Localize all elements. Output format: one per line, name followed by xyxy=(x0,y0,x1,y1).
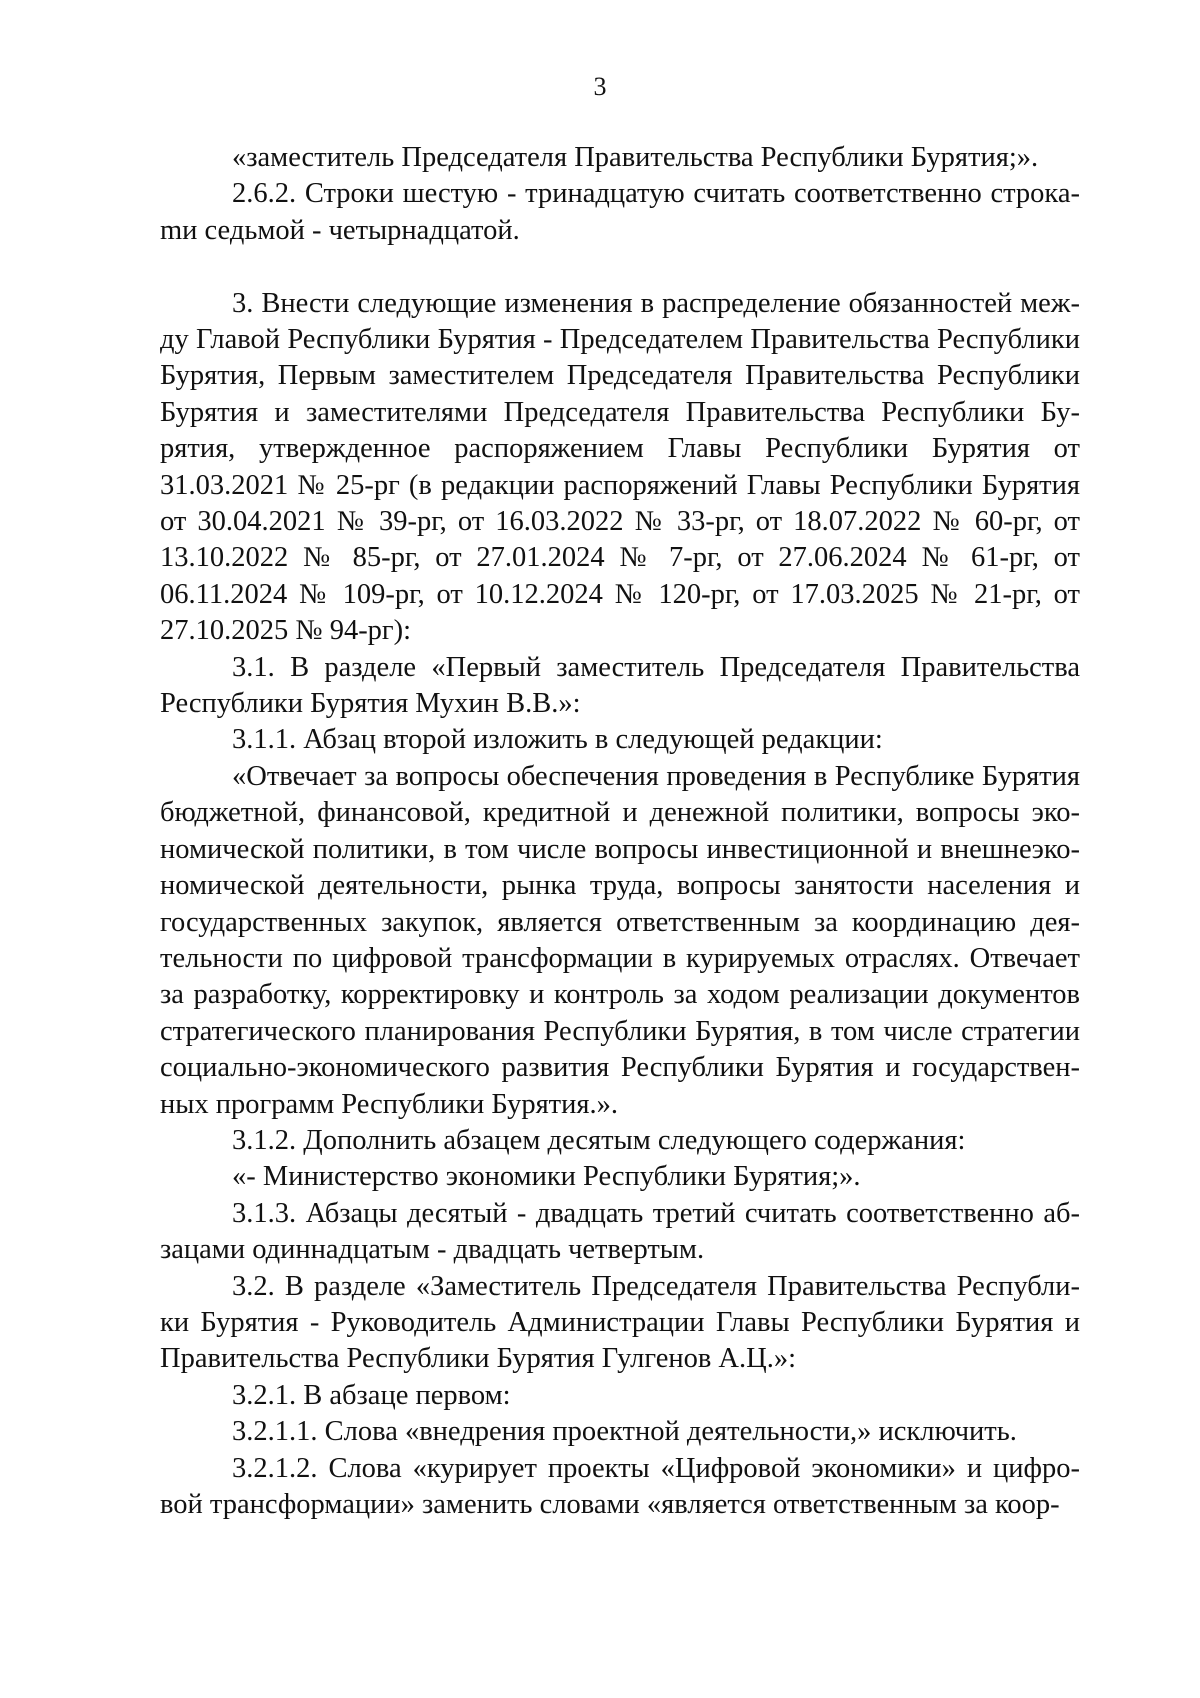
paragraph-3: 3. Внести следующие изменения в распределение обязанностей между Главой Республики Бурятия - Председателем Правительства Республики Бурятия, Первым заместителем Председателя Правительства Республики Бурятия и заместителями Председателя Правительства Республики Бурятия, утвержденное распоряжением Главы Республики Бурятия от 31.03.2021 № 25-рг (в редакции распоряжений Главы Республики Бурятия от 30.04.2021 № 39-рг, от 16.03.2022 № 33-рг, от 18.07.2022 № 60-рг, от 13.10.2022 № 85-рг, от 27.01.2024 № 7-рг, от 27.06.2024 № 61-рг, от 06.11.2024 № 109-рг, от 10.12.2024 № 120-рг, от 17.03.2025 № 21-рг, от 27.10.2025 № 94-рг): xyxy=(160,287,1080,647)
paragraph-quote-deputy-chairman: «заместитель Председателя Правительства Республики Бурятия;». xyxy=(232,142,1039,173)
paragraph-quote-responsibilities: «Отвечает за вопросы обеспечения проведения в Республике Бурятия бюджетной, финансовой, кредитной и денежной политики, вопросы экономической политики, в том числе вопросы инвестиционной и внешнеэкономической деятельности, рынка труда, вопросы занятости населения и государственных закупок, является ответственным за координацию деятельности по цифровой трансформации в курируемых отраслях. Отвечает за разработку, корректировку и контроль за ходом реализации документов стратегического планирования Республики Бурятия, в том числе стратегии социально-экономического развития Республики Бурятия и государственных программ Республики Бурятия.». xyxy=(160,760,1080,1120)
document-body xyxy=(160,140,1080,1523)
paragraph-3-1-1: 3.1.1. Абзац второй изложить в следующей редакции: xyxy=(232,724,883,756)
paragraph-3-2-1: 3.2.1. В абзаце первом: xyxy=(232,1379,511,1411)
paragraph-3-2-1-2: 3.2.1.2. Слова «курирует проекты «Цифровой экономики» и цифровой трансформации» заменить словами «является ответственным за коор- xyxy=(160,1452,1080,1521)
paragraph-3-1-3: 3.1.3. Абзацы десятый - двадцать третий считать соответственно абзацами одиннадцатым - двадцать четвертым. xyxy=(160,1197,1080,1266)
paragraph-2-6-2: 2.6.2. Строки шестую - тринадцатую считать соответственно строкаmи седьмой - четырнадцатой. xyxy=(160,178,1080,246)
paragraph-3-2-1-1: 3.2.1.1. Слова «внедрения проектной деятельности,» исключить. xyxy=(232,1416,1017,1448)
paragraph-3-1: 3.1. В разделе «Первый заместитель Председателя Правительства Республики Бурятия Мухин В.В.»: xyxy=(160,651,1080,720)
paragraph-3-2: 3.2. В разделе «Заместитель Председателя Правительства Республики Бурятия - Руководитель Администрации Главы Республики Бурятия и Правительства Республики Бурятия Гулгенов А.Ц.»: xyxy=(160,1270,1080,1375)
paragraph-3-1-2: 3.1.2. Дополнить абзацем десятым следующего содержания: xyxy=(232,1124,966,1156)
page-number: 3 xyxy=(593,72,607,101)
paragraph-quote-ministry: «- Министерство экономики Республики Бурятия;». xyxy=(232,1161,861,1193)
